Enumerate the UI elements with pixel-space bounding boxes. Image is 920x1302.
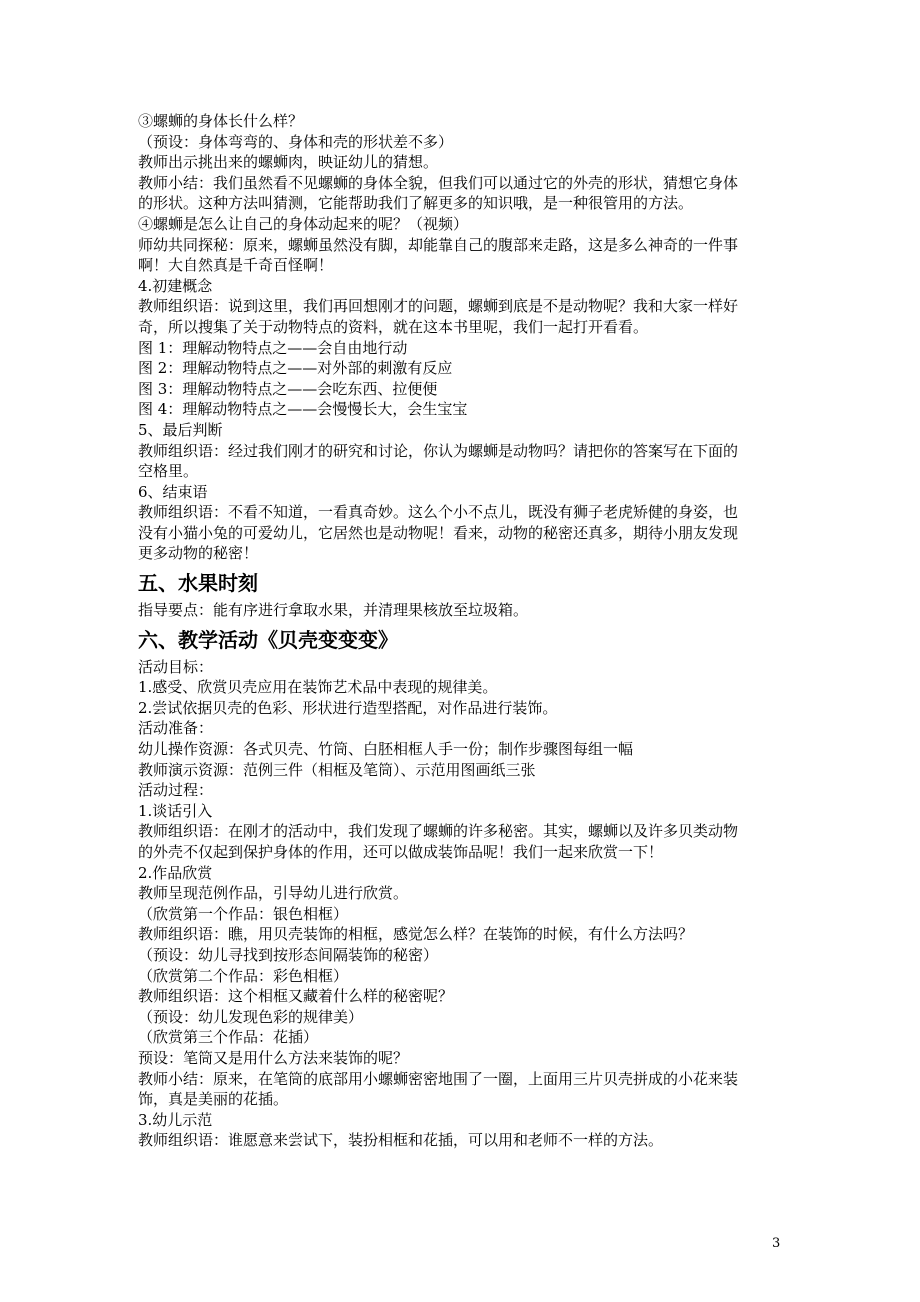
section-heading-shell-activity: 六、教学活动《贝壳变变变》 bbox=[138, 627, 398, 652]
text-line: 教师演示资源：范例三件（相框及笔筒）、示范用图画纸三张 bbox=[138, 760, 536, 779]
text-line: （欣赏第一个作品：银色相框） bbox=[138, 904, 349, 923]
text-line: 教师小结：我们虽然看不见螺蛳的身体全貌，但我们可以通过它的外壳的形状，猜想它身体 bbox=[138, 173, 739, 192]
text-line: 师幼共同探秘：原来，螺蛳虽然没有脚，却能靠自己的腹部来走路，这是多么神奇的一件事 bbox=[138, 235, 739, 254]
text-line: 幼儿操作资源：各式贝壳、竹筒、白胚相框人手一份；制作步骤图每组一幅 bbox=[138, 740, 634, 759]
text-line: 1.谈话引入 bbox=[138, 801, 213, 820]
text-line: 教师组织语：在刚才的活动中，我们发现了螺蛳的许多秘密。其实，螺蛳以及许多贝类动物 bbox=[138, 822, 739, 841]
document-body bbox=[138, 111, 788, 1151]
section-top bbox=[138, 111, 788, 564]
text-line: 教师组织语：瞧，用贝壳装饰的相框，感觉怎么样？在装饰的时候，有什么方法吗？ bbox=[138, 925, 694, 944]
text-line: 图 2：理解动物特点之——对外部的刺激有反应 bbox=[138, 359, 453, 378]
text-line: 教师组织语：谁愿意来尝试下，装扮相框和花插，可以用和老师不一样的方法。 bbox=[138, 1131, 664, 1150]
text-line: 指导要点：能有序进行拿取水果，并清理果核放至垃圾箱。 bbox=[138, 601, 529, 620]
text-line: 活动过程： bbox=[138, 781, 214, 800]
text-line: （欣赏第三个作品：花插） bbox=[138, 1028, 319, 1047]
text-line: 啊！大自然真是千奇百怪啊！ bbox=[138, 256, 334, 275]
text-line: 教师组织语：不看不知道，一看真奇妙。这么个小不点儿，既没有狮子老虎矫健的身姿，也 bbox=[138, 503, 739, 522]
text-line: 3.幼儿示范 bbox=[138, 1110, 213, 1129]
text-line: 图 1：理解动物特点之——会自由地行动 bbox=[138, 338, 408, 357]
text-line: ④螺蛳是怎么让自己的身体动起来的呢？（视频） bbox=[138, 214, 469, 233]
text-line: 教师呈现范例作品，引导幼儿进行欣赏。 bbox=[138, 884, 409, 903]
text-line: 教师组织语：说到这里，我们再回想刚才的问题，螺蛳到底是不是动物呢？我和大家一样好 bbox=[138, 297, 739, 316]
text-line: 没有小猫小兔的可爱幼儿，它居然也是动物呢！看来，动物的秘密还真多，期待小朋友发现 bbox=[138, 523, 739, 542]
text-line: （预设：身体弯弯的、身体和壳的形状差不多） bbox=[138, 132, 454, 151]
text-line: （预设：幼儿发现色彩的规律美） bbox=[138, 1007, 364, 1026]
text-line: 空格里。 bbox=[138, 462, 199, 481]
text-line: 奇，所以搜集了关于动物特点的资料，就在这本书里呢，我们一起打开看看。 bbox=[138, 317, 649, 336]
section-bottom bbox=[138, 657, 788, 1151]
section-mid bbox=[138, 600, 788, 621]
text-line: 更多动物的秘密！ bbox=[138, 544, 259, 563]
text-line: 活动准备： bbox=[138, 719, 214, 738]
text-line: 教师小结：原来，在笔筒的底部用小螺蛳密密地围了一圈，上面用三片贝壳拼成的小花来装 bbox=[138, 1069, 739, 1088]
text-line: 1.感受、欣赏贝壳应用在装饰艺术品中表现的规律美。 bbox=[138, 678, 498, 697]
text-line: 5、最后判断 bbox=[138, 420, 223, 439]
text-line: 2.尝试依据贝壳的色彩、形状进行造型搭配，对作品进行装饰。 bbox=[138, 698, 558, 717]
text-line: 活动目标： bbox=[138, 657, 214, 676]
text-line: （欣赏第二个作品：彩色相框） bbox=[138, 966, 349, 985]
text-line: 的形状。这种方法叫猜测，它能帮助我们了解更多的知识哦，是一种很管用的方法。 bbox=[138, 194, 694, 213]
page-number: 3 bbox=[772, 1236, 781, 1251]
text-line: 饰，真是美丽的花插。 bbox=[138, 1090, 289, 1109]
text-line: 的外壳不仅起到保护身体的作用，还可以做成装饰品呢！我们一起来欣赏一下！ bbox=[138, 843, 664, 861]
text-line: 教师组织语：这个相框又藏着什么样的秘密呢？ bbox=[138, 987, 454, 1006]
text-line: （预设：幼儿寻找到按形态间隔装饰的秘密） bbox=[138, 945, 439, 964]
text-line: 图 3：理解动物特点之——会吃东西、拉便便 bbox=[138, 379, 438, 398]
text-line: 2.作品欣赏 bbox=[138, 863, 213, 882]
text-line: 教师组织语：经过我们刚才的研究和讨论，你认为螺蛳是动物吗？请把你的答案写在下面的 bbox=[138, 441, 739, 460]
text-line: ③螺蛳的身体长什么样？ bbox=[138, 112, 304, 130]
section-heading-fruit-time: 五、水果时刻 bbox=[138, 571, 258, 596]
text-line: 4.初建概念 bbox=[138, 276, 213, 295]
text-line: 预设：笔筒又是用什么方法来装饰的呢？ bbox=[138, 1048, 409, 1067]
text-line: 图 4：理解动物特点之——会慢慢长大，会生宝宝 bbox=[138, 400, 468, 419]
text-line: 教师出示挑出来的螺蛳肉，映证幼儿的猜想。 bbox=[138, 153, 439, 172]
text-line: 6、结束语 bbox=[138, 482, 208, 501]
